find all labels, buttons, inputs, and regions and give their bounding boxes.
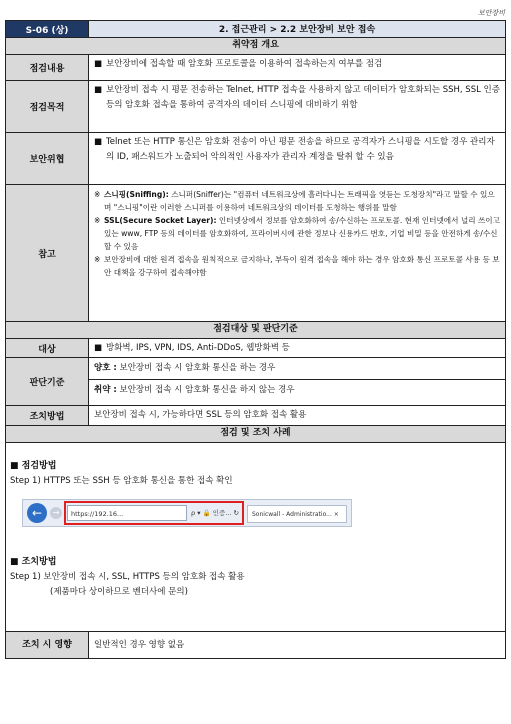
header-tag: 보안장비 [477,9,505,17]
criteria-section-header [6,322,505,339]
bullet-mark: ■ [94,343,103,353]
action-text: 보안장비 접속 시, 가능하다면 SSL 등의 암호화 접속 활용 [94,410,307,420]
action-label: 조치방법 [6,406,89,425]
reference-note [94,214,500,253]
cases-body [6,443,505,632]
note-body: 인터넷상에서 정보를 암호화하여 송/수신하는 프로토콜. 현재 인터넷에서 널리 쓰이고 있는 www, FTP 등의 데이터를 암호화하여, 프라이버시에 관한 정보나 신용카드 번호, 기업 비밀 등을 안전하게 송/수신 할 수 있음 [104,216,500,251]
reference-note-text [104,188,500,214]
remediation-step: Step 1) 보안장비 접속 시, SSL, HTTPS 등의 암호화 접속 활용 [10,572,245,582]
overview-section-header [6,38,505,55]
impact-row [6,632,505,658]
security-threat-text: Telnet 또는 HTTP 통신은 암호화 전송이 아닌 평문 전송을 하므로 공격자가 스니핑을 시도할 경우 관리자의 ID, 패스워드가 노출되어 악의적인 사용자가 관리자 계정을 탈취 할 수 있음 [106,137,495,162]
address-bar[interactable]: https://192.16... [67,505,187,521]
reference-label: 참고 [6,185,89,321]
inspection-purpose-row [6,81,505,133]
reference-note-text [104,214,500,253]
inspection-content-value [89,55,505,80]
inspection-step: Step 1) HTTPS 또는 SSH 등 암호화 통신을 통한 접속 확인 [10,476,233,486]
cases-content [6,443,505,631]
judgement-label: 판단기준 [6,358,89,405]
cases-section-title: 점검 및 조치 사례 [6,426,505,442]
inspection-content-row [6,55,505,81]
criterion-vulnerable-key: 취약 : [94,385,117,395]
target-row [6,339,505,358]
browser-tab[interactable]: Sonicwall - Administratio... × [247,505,347,523]
title-row [6,21,505,38]
target-value [89,339,505,357]
bullet-mark: ■ [94,59,103,69]
remediation-note: (제품마다 상이하므로 벤더사에 문의) [50,587,188,597]
criterion-vulnerable [89,380,505,401]
address-bar-icons: ρ ▾ 🔒 인증... ↻ [191,509,239,517]
reference-notes [89,185,505,321]
inspection-purpose-value [89,81,505,132]
inspection-content-label: 점검내용 [6,55,89,80]
note-term: SSL(Secure Socket Layer): [104,216,217,225]
criterion-good-key: 양호 : [94,363,117,373]
inspection-content-text: 보안장비에 접속할 때 암호화 프로토콜을 이용하여 접속하는지 여부를 점검 [106,59,383,69]
spacer [10,537,501,555]
note-mark: ※ [94,216,101,225]
reference-row [6,185,505,322]
inspection-purpose-text: 보안장비 접속 시 평문 전송하는 Telnet, HTTP 접속을 사용하지 않고 데이터가 암호화되는 SSH, SSL 인증 등의 암호화 접속을 통하여 공격자의 데이터 스니핑에 대비하기 위함 [106,85,500,110]
overview-section-title: 취약점 개요 [6,38,505,54]
item-code: S-06 (상) [6,21,89,37]
note-mark: ※ [94,190,101,199]
browser-screenshot [22,499,352,527]
note-body: 보안장비에 대한 원격 접속을 원칙적으로 금지하나, 부득이 원격 접속을 해야 하는 경우 암호화 통신 프로토콜 사용 등 보안 대책을 강구하여 접속해야함 [104,255,500,277]
target-label: 대상 [6,339,89,357]
criterion-vulnerable-text: 보안장비 접속 시 암호화 통신을 하지 않는 경우 [116,385,295,395]
judgement-criteria [89,358,505,405]
cases-section-header [6,426,505,443]
security-threat-row [6,133,505,185]
bullet-mark: ■ [94,85,103,95]
action-row [6,406,505,426]
bullet-mark: ■ [94,137,103,147]
impact-text: 일반적인 경우 영향 없음 [94,639,185,650]
security-threat-value [89,133,505,184]
reference-note [94,188,500,214]
inspection-purpose-label: 점검목적 [6,81,89,132]
forward-arrow-icon[interactable]: → [50,507,62,519]
checklist-document [5,20,506,659]
back-arrow-icon[interactable]: ← [27,503,47,523]
note-body: 스니퍼(Sniffer)는 "컴퓨터 네트워크상에 흘러다니는 트래픽을 엿듣는 도청장치"라고 말할 수 있으며 "스니핑"이란 이러한 스니퍼를 이용하여 네트워크상의 데이터를 도청하는 행위를 말함 [104,190,495,212]
criterion-good [89,358,505,380]
judgement-row [6,358,505,406]
security-threat-label: 보안위협 [6,133,89,184]
item-title: 2. 접근관리 > 2.2 보안장비 보안 접속 [89,21,505,37]
impact-label: 조치 시 영향 [6,632,89,658]
target-text: 방화벽, IPS, VPN, IDS, Anti-DDoS, 웹방화벽 등 [106,343,290,353]
remediation-heading: ■ 조치방법 [10,557,57,567]
criteria-section-title: 점검대상 및 판단기준 [6,322,505,338]
inspection-method-heading: ■ 점검방법 [10,461,57,471]
highlight-box [64,501,244,525]
note-term: 스니핑(Sniffing): [104,190,169,199]
note-mark: ※ [94,255,101,264]
criterion-good-text: 보안장비 접속 시 암호화 통신을 하는 경우 [116,363,276,373]
reference-note [94,253,500,279]
